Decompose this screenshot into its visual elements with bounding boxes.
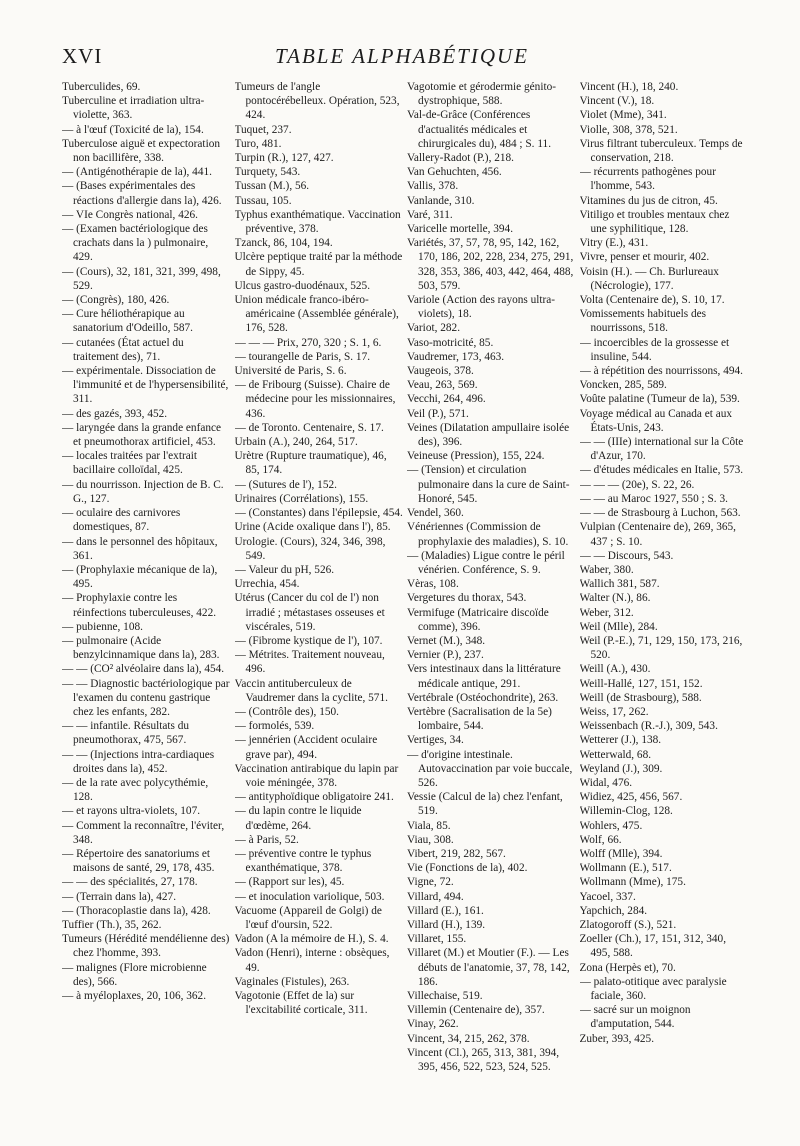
index-entry: Weill (de Strasbourg), 588. (579, 691, 702, 704)
index-entry: Villard (H.), 139. (407, 918, 486, 931)
index-entry: Wohlers, 475. (579, 819, 643, 832)
index-entry: Voûte palatine (Tumeur de la), 539. (579, 393, 740, 406)
index-entry: — et inoculation variolique, 503. (234, 890, 385, 903)
index-entry: — à répétition des nourrissons, 494. (579, 365, 743, 378)
index-entry: — oculaire des carnivores domestiques, 87. (62, 507, 181, 534)
index-entry: — (Tension) et circulation pulmonaire dans la cure de Saint-Honoré, 545. (407, 464, 570, 505)
index-entry: — sacré sur un moignon d'amputation, 544. (579, 1004, 691, 1031)
index-entry: — à l'œuf (Toxicité de la), 154. (62, 123, 204, 136)
index-entry: — — — (20e), S. 22, 26. (579, 478, 695, 491)
index-entry: — tourangelle de Paris, S. 17. (234, 350, 371, 363)
index-entry: Violle, 308, 378, 521. (579, 123, 678, 136)
index-entry: — (Congrès), 180, 426. (62, 294, 170, 307)
index-entry: Vincent (V.), 18. (579, 95, 655, 108)
index-entry: Zuber, 393, 425. (579, 1032, 655, 1045)
index-entry: Urinaires (Corrélations), 155. (234, 492, 369, 505)
index-entry: Weill (A.), 430. (579, 663, 651, 676)
index-entry: Virus filtrant tuberculeux. Temps de conservation, 218. (579, 137, 743, 165)
index-entry: Wollmann (E.), 517. (579, 862, 672, 875)
index-entry: Volta (Centenaire de), S. 10, 17. (579, 294, 725, 307)
index-entry: — (Fibrome kystique de l'), 107. (234, 634, 383, 647)
index-entry: Vèras, 108. (407, 578, 459, 591)
index-column-1 (62, 80, 231, 1136)
index-entry: Val-de-Grâce (Conférences d'actualités médicales et chirurgicales du), 484 ; S. 11. (407, 109, 552, 150)
index-entry: Veineuse (Pression), 155, 224. (407, 450, 545, 463)
index-entry: Wetterer (J.), 138. (579, 734, 662, 747)
index-entry: Veines (Dilatation ampullaire isolée des), 396. (407, 421, 570, 449)
index-entry: Utérus (Cancer du col de l') non irradié ; métastases osseuses et viscérales, 519. (234, 592, 385, 633)
index-entry: Turpin (R.), 127, 427. (234, 152, 334, 165)
index-entry: Tuberculine et irradiation ultra-violette, 363. (62, 95, 205, 122)
index-entry: Tumeurs (Hérédité mendélienne des) chez l'homme, 393. (62, 933, 230, 960)
index-entry: Zlatogoroff (S.), 521. (579, 918, 677, 931)
index-entry: Vibert, 219, 282, 567. (407, 847, 506, 860)
index-entry: Vertébrale (Ostéochondrite), 263. (407, 691, 559, 704)
index-entry: — (Rapport sur les), 45. (234, 876, 345, 889)
index-entry: Tzanck, 86, 104, 194. (234, 237, 333, 250)
index-entry: Turo, 481. (234, 137, 282, 150)
index-entry: Vagotomie et gérodermie génito-dystrophique, 588. (407, 81, 557, 108)
index-entry: — cutanées (État actuel du traitement des), 71. (62, 336, 184, 363)
index-entry: — (Terrain dans la), 427. (62, 890, 177, 903)
index-entry: — pubienne, 108. (62, 620, 143, 633)
index-entry: Vaudremer, 173, 463. (407, 350, 505, 363)
index-entry: Ulcus gastro-duodénaux, 525. (234, 279, 371, 292)
index-entry: — incoercibles de la grossesse et insuline, 544. (579, 336, 730, 363)
index-entry: Villemin (Centenaire de), 357. (407, 1004, 545, 1017)
index-entry: Widal, 476. (579, 776, 633, 789)
index-entry: Turquety, 543. (234, 166, 301, 179)
index-entry: Vers intestinaux dans la littérature médicale antique, 291. (407, 663, 561, 690)
index-entry: — et rayons ultra-violets, 107. (62, 805, 201, 818)
index-entry: — Valeur du pH, 526. (234, 563, 335, 576)
index-entry: Varé, 311. (407, 208, 453, 221)
index-entry: Villaret, 155. (407, 933, 467, 946)
index-entry: Ulcère peptique traité par la méthode de Sippy, 45. (234, 251, 403, 278)
index-entry: — du nourrisson. Injection de B. C. G., 127. (62, 478, 224, 505)
running-header (62, 44, 742, 74)
index-entry: — — (CO² alvéolaire dans la), 454. (62, 663, 225, 676)
index-entry: Variétés, 37, 57, 78, 95, 142, 162, 170, 186, 202, 228, 234, 275, 291, 328, 353, 386, 403, 442, 464, 488, 503, 579. (407, 237, 574, 292)
index-entry: Waber, 380. (579, 563, 634, 576)
index-entry: — — (Injections intra-cardiaques droites dans la), 452. (62, 748, 215, 775)
page-number: XVI (62, 44, 103, 68)
index-entry: Wallich 381, 587. (579, 578, 660, 591)
index-entry: Viau, 308. (407, 833, 454, 846)
index-entry: Vaso-motricité, 85. (407, 336, 494, 349)
index-entry: Vadon (Henri), interne : obsèques, 49. (234, 947, 390, 974)
index-entry: — Prophylaxie contre les réinfections tuberculeuses, 422. (62, 592, 217, 619)
index-entry: — Métrites. Traitement nouveau, 496. (234, 649, 385, 676)
index-entry: Vergetures du thorax, 543. (407, 592, 527, 605)
index-entry: — à Paris, 52. (234, 833, 299, 846)
index-entry: — — (IIIe) international sur la Côte d'Azur, 170. (579, 436, 744, 463)
index-entry: Weissenbach (R.-J.), 309, 543. (579, 720, 718, 733)
index-entry: Van Gehuchten, 456. (407, 166, 502, 179)
index-entry: Wolf, 66. (579, 833, 622, 846)
index-entry: Vigne, 72. (407, 876, 454, 889)
index-entry: — préventive contre le typhus exanthématique, 378. (234, 847, 372, 875)
index-entry: Vie (Fonctions de la), 402. (407, 862, 528, 875)
index-entry: — palato-otitique avec paralysie faciale, 360. (579, 975, 727, 1002)
index-entry: — d'origine intestinale. Autovaccination par voie buccale, 526. (407, 748, 573, 789)
index-entry: Vertèbre (Sacralisation de la 5e) lombaire, 544. (407, 705, 552, 733)
index-entry: Violet (Mme), 341. (579, 109, 667, 122)
index-entry: — — Diagnostic bactériologique par l'examen du contenu gastrique chez les enfants, 282. (62, 677, 230, 718)
index-entry: — locales traitées par l'extrait bacillaire colloïdal, 425. (62, 450, 198, 477)
index-entry: Villaret (M.) et Moutier (F.). — Les débuts de l'anatomie, 37, 78, 142, 186. (407, 947, 570, 988)
index-entry: Vaccin antituberculeux de Vaudremer dans la cyclite, 571. (234, 677, 388, 704)
index-entry: Vitiligo et troubles mentaux chez une syphilitique, 128. (579, 208, 730, 236)
index-entry: — (Sutures de l'), 152. (234, 478, 337, 491)
index-entry: Vincent, 34, 215, 262, 378. (407, 1032, 530, 1045)
index-entry: — (Contrôle des), 150. (234, 705, 339, 718)
index-entry: — — au Maroc 1927, 550 ; S. 3. (579, 492, 728, 505)
index-entry: — (Maladies) Ligue contre le péril vénérien. Conférence, S. 9. (407, 549, 565, 576)
index-entry: Tuberculose aiguë et expectoration non bacillifère, 338. (62, 137, 221, 165)
index-entry: Vermifuge (Matricaire discoïde comme), 396. (407, 606, 549, 633)
index-entry: Villard, 494. (407, 890, 464, 903)
index-entry: Vadon (A la mémoire de H.), S. 4. (234, 933, 389, 946)
index-entry: — expérimentale. Dissociation de l'immunité et de l'hypersensibilité, 311. (62, 365, 229, 406)
index-entry: Weyland (J.), 309. (579, 762, 663, 775)
index-entry: Vernet (M.), 348. (407, 634, 486, 647)
index-entry: Vomissements habituels des nourrissons, 518. (579, 308, 707, 335)
index-column-3 (407, 80, 576, 1136)
index-entry: — des gazés, 393, 452. (62, 407, 168, 420)
index-entry: — — — Prix, 270, 320 ; S. 1, 6. (234, 336, 382, 349)
index-column-2 (235, 80, 404, 1136)
index-entry: — (Prophylaxie mécanique de la), 495. (62, 563, 218, 591)
index-entry: Vanlande, 310. (407, 194, 475, 207)
index-entry: — — des spécialités, 27, 178. (62, 876, 198, 889)
index-entry: Walter (N.), 86. (579, 592, 651, 605)
index-entry: — Comment la reconnaître, l'éviter, 348. (62, 819, 225, 846)
index-entry: Vessie (Calcul de la) chez l'enfant, 519. (407, 791, 563, 818)
index-entry: Yacoel, 337. (579, 890, 636, 903)
index-entry: Yapchich, 284. (579, 904, 648, 917)
index-entry: Villard (E.), 161. (407, 904, 484, 917)
index-entry: Urrechia, 454. (234, 578, 300, 591)
index-entry: Voyage médical au Canada et aux États-Unis, 243. (579, 407, 733, 434)
index-entry: Vivre, penser et mourir, 402. (579, 251, 710, 264)
index-entry: Vaccination antirabique du lapin par voie méningée, 378. (234, 762, 399, 789)
page-title: TABLE ALPHABÉTIQUE (275, 44, 529, 68)
index-entry: Vendel, 360. (407, 507, 464, 520)
index-entry: Typhus exanthématique. Vaccination préventive, 378. (234, 208, 401, 236)
index-entry: Varicelle mortelle, 394. (407, 223, 514, 236)
index-entry: — (Bases expérimentales des réactions d'allergie dans la), 426. (62, 180, 222, 207)
index-entry: Vitamines du jus de citron, 45. (579, 194, 718, 207)
index-entry: — du lapin contre le liquide d'œdème, 264. (234, 805, 362, 832)
index-entry: — — Discours, 543. (579, 549, 674, 562)
index-entry: — à myéloplaxes, 20, 106, 362. (62, 990, 207, 1002)
index-entry: Vecchi, 264, 496. (407, 393, 486, 406)
index-entry: Vaginales (Fistules), 263. (234, 975, 350, 988)
index-entry: Weill-Hallé, 127, 151, 152. (579, 677, 703, 690)
index-entry: — (Thoracoplastie dans la), 428. (62, 904, 211, 917)
index-entry: Veau, 263, 569. (407, 379, 478, 392)
index-entry: Wollmann (Mme), 175. (579, 876, 686, 889)
index-entry: Variole (Action des rayons ultra-violets), 18. (407, 294, 556, 321)
index-entry: Weil (Mlle), 284. (579, 620, 658, 633)
index-entry: Wolff (Mlle), 394. (579, 847, 663, 860)
index-entry: Urbain (A.), 240, 264, 517. (234, 436, 358, 449)
index-entry: — — infantile. Résultats du pneumothorax, 475, 567. (62, 720, 190, 747)
index-entry: Vernier (P.), 237. (407, 649, 484, 662)
index-entry: Vitry (E.), 431. (579, 237, 649, 250)
index-entry: Widiez, 425, 456, 567. (579, 791, 683, 804)
index-entry: — laryngée dans la grande enfance et pneumothorax artificiel, 453. (62, 421, 222, 449)
index-entry: — d'études médicales en Italie, 573. (579, 464, 744, 477)
index-entry: Veil (P.), 571. (407, 407, 469, 420)
index-entry: — Répertoire des sanatoriums et maisons de santé, 29, 178, 435. (62, 847, 215, 875)
index-entry: Tuffier (Th.), 35, 262. (62, 918, 162, 931)
index-entry: Vacuome (Appareil de Golgi) de l'œuf d'oursin, 522. (234, 904, 382, 931)
index-entry: Vénériennes (Commission de prophylaxie des maladies), S. 10. (407, 521, 569, 548)
index-entry: Zona (Herpès et), 70. (579, 961, 676, 974)
index-entry: Vincent (H.), 18, 240. (579, 81, 679, 93)
index-entry: Zoeller (Ch.), 17, 151, 312, 340, 495, 588. (579, 933, 727, 960)
index-entry: Université de Paris, S. 6. (234, 365, 347, 378)
index-columns (62, 80, 752, 1136)
index-entry: Weil (P.-E.), 71, 129, 150, 173, 216, 520. (579, 634, 743, 662)
index-entry: Union médicale franco-ibéro-américaine (Assemblée générale), 176, 528. (234, 294, 399, 335)
index-entry: — de Fribourg (Suisse). Chaire de médecine pour les missionnaires, 436. (234, 379, 396, 420)
index-entry: — (Constantes) dans l'épilepsie, 454. (234, 507, 403, 520)
index-entry: — (Examen bactériologique des crachats dans la ) pulmonaire, 429. (62, 223, 209, 264)
index-entry: Tumeurs de l'angle pontocérébelleux. Opération, 523, 424. (234, 81, 400, 122)
index-entry: Urètre (Rupture traumatique), 46, 85, 174. (234, 450, 387, 477)
index-entry: Vincent (Cl.), 265, 313, 381, 394, 395, 456, 522, 523, 524, 525. (407, 1046, 560, 1074)
index-entry: Tussan (M.), 56. (234, 180, 310, 193)
index-entry: Vallery-Radot (P.), 218. (407, 152, 514, 165)
index-entry: — dans le personnel des hôpitaux, 361. (62, 535, 218, 562)
index-entry: Villechaise, 519. (407, 990, 483, 1002)
index-entry: Weiss, 17, 262. (579, 705, 649, 718)
index-entry: Tuberculides, 69. (62, 81, 141, 93)
index-entry: — (Antigénothérapie de la), 441. (62, 166, 212, 179)
index-entry: Vaugeois, 378. (407, 365, 474, 378)
index-entry: Tuquet, 237. (234, 123, 292, 136)
index-entry: Urine (Acide oxalique dans l'), 85. (234, 521, 391, 534)
index-entry: — antityphoïdique obligatoire 241. (234, 791, 394, 804)
index-entry: Variot, 282. (407, 322, 461, 335)
index-entry: — malignes (Flore microbienne des), 566. (62, 961, 207, 988)
index-entry: — Cure héliothérapique au sanatorium d'Odeillo, 587. (62, 308, 194, 335)
index-entry: Vinay, 262. (407, 1018, 459, 1031)
index-entry: — VIe Congrès national, 426. (62, 208, 198, 221)
index-entry: Weber, 312. (579, 606, 634, 619)
index-entry: Voisin (H.). — Ch. Burlureaux (Nécrologie), 177. (579, 265, 719, 292)
index-column-4 (580, 80, 749, 1136)
index-entry: — (Cours), 32, 181, 321, 399, 498, 529. (62, 265, 221, 292)
index-entry: Tussau, 105. (234, 194, 292, 207)
index-entry: — jennérien (Accident oculaire grave par), 494. (234, 734, 378, 761)
index-entry: — récurrents pathogènes pour l'homme, 543. (579, 166, 716, 193)
index-entry: Urologie. (Cours), 324, 346, 398, 549. (234, 535, 386, 562)
index-entry: — pulmonaire (Acide benzylcinnamique dans la), 283. (62, 634, 220, 662)
index-entry: Vertiges, 34. (407, 734, 464, 747)
index-entry: — de la rate avec polycythémie, 128. (62, 776, 209, 804)
index-entry: Viala, 85. (407, 819, 451, 832)
index-entry: Voncken, 285, 589. (579, 379, 667, 392)
index-entry: — formolés, 539. (234, 720, 315, 733)
index-entry: Vallis, 378. (407, 180, 459, 193)
index-entry: Vulpian (Centenaire de), 269, 365, 437 ; S. 10. (579, 521, 736, 548)
index-entry: — de Toronto. Centenaire, S. 17. (234, 421, 384, 434)
index-entry: Willemin-Clog, 128. (579, 805, 673, 818)
index-entry: — — de Strasbourg à Luchon, 563. (579, 507, 741, 520)
index-entry: Wetterwald, 68. (579, 748, 652, 761)
index-entry: Vagotonie (Effet de la) sur l'excitabilité corticale, 311. (234, 990, 368, 1017)
